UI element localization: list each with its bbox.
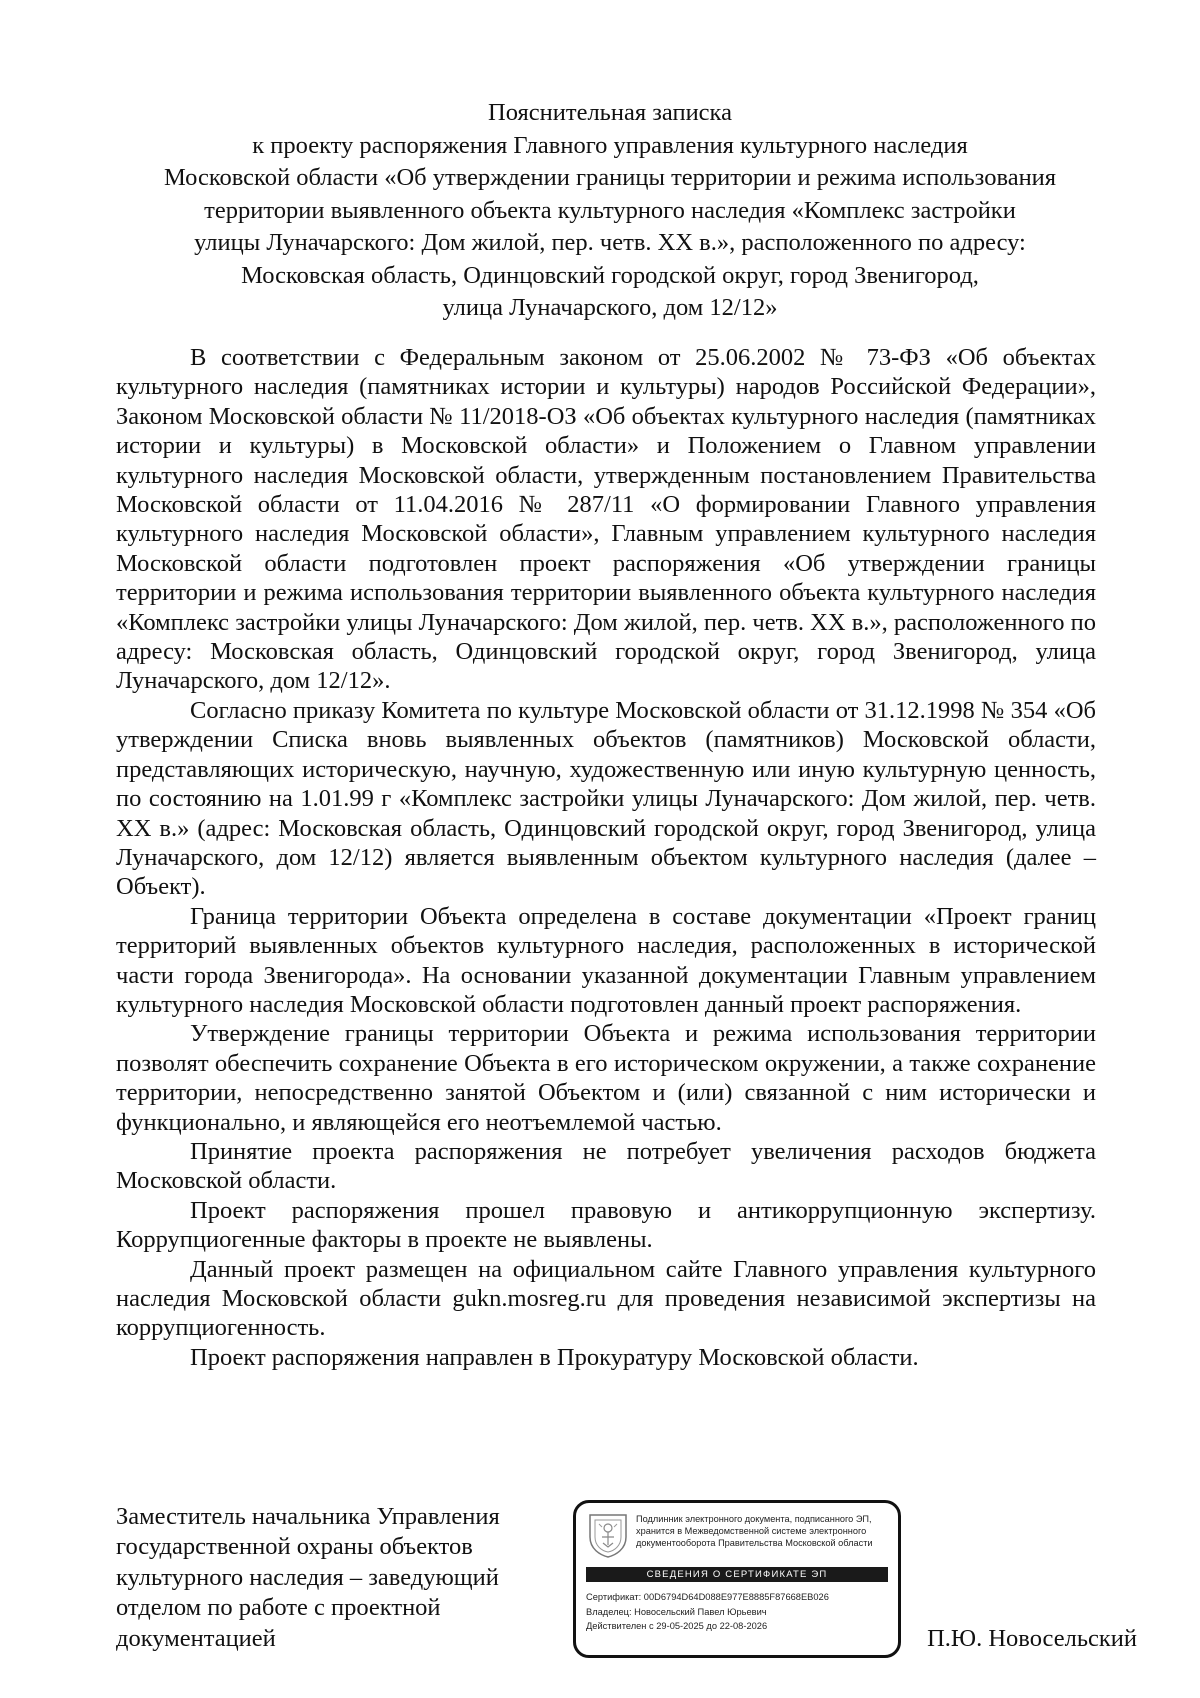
- signer-position-line: государственной охраны объектов: [116, 1533, 473, 1561]
- signer-position-line: документацией: [116, 1624, 276, 1652]
- title-line: улица Луначарского, дом 12/12»: [442, 294, 778, 321]
- title-line: Пояснительная записка: [488, 99, 732, 126]
- stamp-certificate-owner: Владелец: Новосельский Павел Юрьевич: [586, 1606, 767, 1617]
- stamp-notice-line: хранится в Межведомственной системе электронного: [636, 1526, 867, 1536]
- title-line: к проекту распоряжения Главного управления культурного наследия: [252, 131, 968, 159]
- stamp-certificate-validity: Действителен с 29-05-2025 до 22-08-2026: [586, 1621, 768, 1631]
- title-line: территории выявленного объекта культурного наследия «Комплекс застройки: [204, 196, 1016, 224]
- paragraph-budget: Принятие проекта распоряжения не потребует увеличения расходов бюджета Московской области.: [116, 1137, 1096, 1195]
- title-line: Московская область, Одинцовский городской округ, город Звенигород,: [241, 261, 979, 289]
- signer-position: [116, 1502, 546, 1654]
- signer-position-line: Заместитель начальника Управления: [116, 1503, 500, 1530]
- stamp-notice-line: Подлинник электронного документа, подписанного ЭП,: [636, 1514, 872, 1524]
- document-body: [116, 343, 1096, 1372]
- stamp-certificate-details: [586, 1590, 892, 1634]
- paragraph-prosecutor: Проект распоряжения направлен в Прокуратуру Московской области.: [190, 1343, 919, 1371]
- stamp-notice: [636, 1513, 898, 1549]
- stamp-notice-line: документооборота Правительства Московской области: [636, 1538, 873, 1548]
- signer-name: П.Ю. Новосельский: [927, 1625, 1137, 1652]
- document-title: [110, 97, 1110, 325]
- electronic-signature-stamp: [573, 1500, 901, 1658]
- paragraph-approval-purpose: Утверждение границы территории Объекта и режима использования территории позволят обеспечить сохранение Объекта в его историческом окружении, а также сохранение территории, непосредственно занятой Объектом и (или) связанной с ним исторически и функционально, и являющейся его неотъемлемой частью.: [116, 1020, 1096, 1136]
- stamp-certificate-band: СВЕДЕНИЯ О СЕРТИФИКАТЕ ЭП: [586, 1567, 888, 1582]
- moscow-oblast-coat-of-arms-icon: [586, 1511, 630, 1559]
- paragraph-territory-boundary: Граница территории Объекта определена в составе документации «Проект границ территорий выявленных объектов культурного наследия, расположенных в исторической части города Звенигорода». На основании указанной документации Главным управлением культурного наследия Московской области подготовлен данный проект распоряжения.: [116, 902, 1096, 1018]
- paragraph-expertise: Проект распоряжения прошел правовую и антикоррупционную экспертизу. Коррупциогенные факторы в проекте не выявлены.: [116, 1196, 1096, 1254]
- signer-position-line: культурного наследия – заведующий: [116, 1563, 499, 1591]
- title-line: Московской области «Об утверждении границы территории и режима использования: [163, 164, 1057, 191]
- signer-position-line: отделом по работе с проектной: [116, 1594, 441, 1622]
- title-line: улицы Луначарского: Дом жилой, пер. четв. XX в.», расположенного по адресу:: [194, 229, 1026, 256]
- paragraph-publication: Данный проект размещен на официальном сайте Главного управления культурного наследия Московской области gukn.mosreg.ru для проведения независимой экспертизы на коррупциогенность.: [116, 1255, 1096, 1342]
- stamp-certificate-number: Сертификат: 00D6794D64D088E977E8885F87668EB026: [586, 1592, 829, 1602]
- paragraph-legal-basis: В соответствии с Федеральным законом от 25.06.2002 № 73-ФЗ «Об объектах культурного наследия (памятниках истории и культуры) народов Российской Федерации», Законом Московской области № 11/2018-ОЗ «Об объектах культурного наследия (памятниках истории и культуры) в Московской области» и Положением о Главном управлении культурного наследия Московской области, утвержденным постановлением Правительства Московской области от 11.04.2016 № 287/11 «О формировании Главного управления культурного наследия Московской области», Главным управлением культурного наследия Московской области подготовлен проект распоряжения «Об утверждении границы территории и режима использования территории выявленного объекта культурного наследия «Комплекс застройки улицы Луначарского: Дом жилой, пер. четв. XX в.», расположенного по адресу: Московская область, Одинцовский городской округ, город Звенигород, улица Луначарского, дом 12/12».: [116, 344, 1096, 695]
- paragraph-order-reference: Согласно приказу Комитета по культуре Московской области от 31.12.1998 № 354 «Об утверждении Списка вновь выявленных объектов (памятников) Московской области, представляющих историческую, научную, художественную или иную культурную ценность, по состоянию на 1.01.99 г «Комплекс застройки улицы Луначарского: Дом жилой, пер. четв. XX в.» (адрес: Московская область, Одинцовский городской округ, город Звенигород, улица Луначарского, дом 12/12) является выявленным объектом культурного наследия (далее – Объект).: [116, 696, 1096, 901]
